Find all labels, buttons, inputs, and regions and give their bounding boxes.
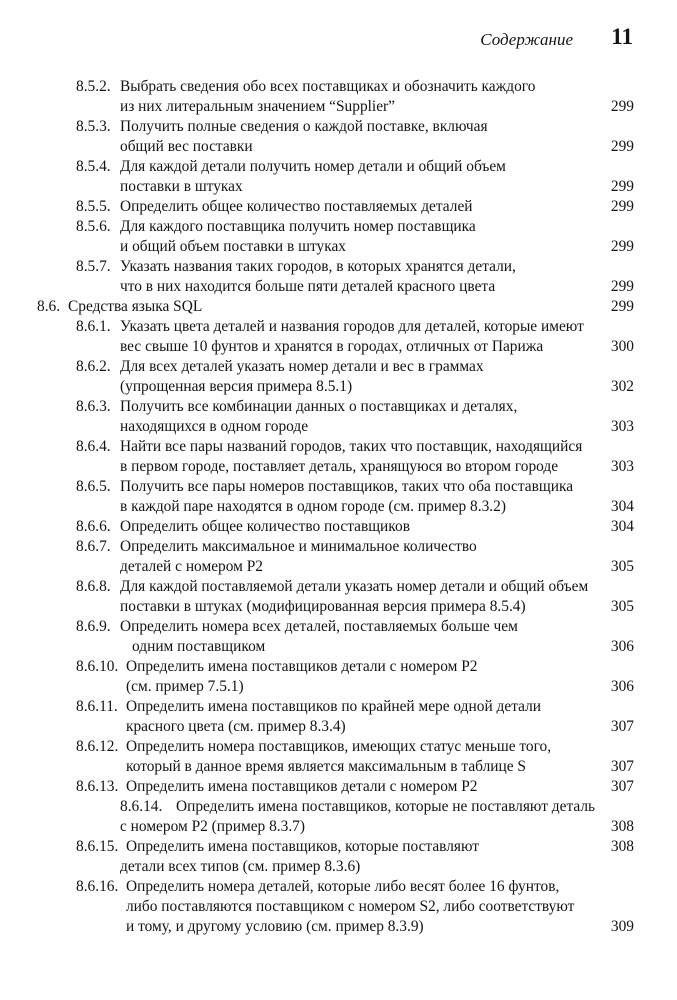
- entry-title: Определить имена поставщиков детали с номером P2: [126, 658, 478, 675]
- entry-title-continued: который в данное время является максимальным в таблице S: [126, 758, 526, 775]
- entry-number: 8.6.15.: [76, 838, 119, 855]
- entry-number: 8.5.7.: [76, 258, 111, 275]
- entry-page: 306: [610, 678, 634, 695]
- entry-number: 8.6.2.: [76, 358, 111, 375]
- entry-title: Получить все комбинации данных о поставщиках и деталях,: [120, 398, 518, 415]
- entry-page: 308: [610, 838, 634, 855]
- toc-entry-8-5-2[interactable]: [0, 77, 677, 117]
- entry-page: 307: [610, 718, 634, 735]
- entry-title: Указать цвета деталей и названия городов для деталей, которые имеют: [120, 318, 584, 335]
- entry-title-continued: (см. пример 7.5.1): [126, 678, 244, 695]
- entry-page: 306: [610, 638, 634, 655]
- entry-page: 304: [610, 498, 634, 515]
- entry-page: 299: [610, 198, 634, 215]
- entry-title: Определить имена поставщиков, которые поставляют: [126, 838, 480, 855]
- entry-number: 8.6.6.: [76, 518, 111, 535]
- toc-entry-8-6-2[interactable]: [0, 357, 677, 397]
- entry-title-continued: вес свыше 10 фунтов и хранятся в городах, отличных от Парижа: [120, 338, 544, 355]
- entry-page: 307: [610, 778, 634, 795]
- entry-number: 8.6.3.: [76, 398, 111, 415]
- entry-title-continued: поставки в штуках: [120, 178, 243, 195]
- entry-number: 8.6.7.: [76, 538, 111, 555]
- table-of-contents: [0, 77, 677, 937]
- entry-page: 299: [610, 98, 634, 115]
- toc-entry-8-6-11[interactable]: [0, 697, 677, 737]
- toc-entry-8-6-5[interactable]: [0, 477, 677, 517]
- toc-entry-8-6-7[interactable]: [0, 537, 677, 577]
- entry-title-continued: и общий объем поставки в штуках: [120, 238, 346, 255]
- entry-page: 305: [610, 558, 634, 575]
- entry-page: 299: [610, 278, 634, 295]
- toc-entry-8-6-8[interactable]: [0, 577, 677, 617]
- entry-title: Указать названия таких городов, в которых хранятся детали,: [120, 258, 516, 275]
- entry-title: Для каждого поставщика получить номер поставщика: [120, 218, 476, 235]
- section-title: Средства языка SQL: [68, 298, 203, 315]
- entry-page: 302: [610, 378, 634, 395]
- toc-entry-8-6-4[interactable]: [0, 437, 677, 477]
- entry-title-continued: общий вес поставки: [120, 138, 253, 155]
- entry-title: Выбрать сведения обо всех поставщиках и обозначить каждого: [120, 78, 536, 95]
- entry-number: 8.5.4.: [76, 158, 111, 175]
- entry-page: 309: [610, 918, 634, 935]
- toc-entry-8-6-9[interactable]: [0, 617, 677, 657]
- entry-number: 8.6.8.: [76, 578, 111, 595]
- entry-title: Получить полные сведения о каждой поставке, включая: [120, 118, 488, 135]
- entry-number: 8.6.13.: [76, 778, 119, 795]
- entry-number: 8.6.10.: [76, 658, 119, 675]
- entry-title-continued: с номером P2 (пример 8.3.7): [120, 818, 305, 835]
- entry-title-continued: либо поставляются поставщиком с номером S2, либо соответствуют: [126, 898, 575, 915]
- page-number: 11: [611, 24, 633, 49]
- toc-entry-8-6-10[interactable]: [0, 657, 677, 697]
- entry-number: 8.6.12.: [76, 738, 119, 755]
- entry-page: 299: [610, 138, 634, 155]
- entry-title-continued: поставки в штуках (модифицированная версия примера 8.5.4): [120, 598, 526, 615]
- entry-title: Определить номера деталей, которые либо весят более 16 фунтов,: [126, 878, 560, 895]
- toc-entry-8-6-14[interactable]: [0, 797, 677, 837]
- entry-title-continued: красного цвета (см. пример 8.3.4): [126, 718, 346, 735]
- toc-entry-8-6-15[interactable]: [0, 837, 677, 877]
- entry-page: 299: [610, 178, 634, 195]
- entry-page: 305: [610, 598, 634, 615]
- toc-entry-8-6-12[interactable]: [0, 737, 677, 777]
- toc-entry-8-5-6[interactable]: [0, 217, 677, 257]
- entry-title: Определить имена поставщиков по крайней мере одной детали: [126, 698, 541, 715]
- entry-number: 8.6.16.: [76, 878, 119, 895]
- entry-title: Определить общее количество поставляемых деталей: [120, 198, 473, 215]
- entry-page: 303: [610, 418, 634, 435]
- entry-number: 8.6.11.: [76, 698, 118, 715]
- entry-title-continued-2: и тому, и другому условию (см. пример 8.3.9): [126, 918, 424, 935]
- entry-page: 303: [610, 458, 634, 475]
- entry-number: 8.5.6.: [76, 218, 111, 235]
- entry-title-continued: детали всех типов (см. пример 8.3.6): [120, 858, 361, 875]
- entry-number: 8.5.3.: [76, 118, 111, 135]
- entry-number: 8.5.5.: [76, 198, 111, 215]
- toc-entry-8-5-7[interactable]: [0, 257, 677, 297]
- entry-title: Определить общее количество поставщиков: [120, 518, 410, 535]
- entry-title-continued: что в них находится больше пяти деталей красного цвета: [120, 278, 496, 295]
- entry-page: 307: [610, 758, 634, 775]
- entry-title: Для каждой детали получить номер детали и общий объем: [120, 158, 506, 175]
- toc-entry-8-6-13[interactable]: [0, 777, 677, 797]
- entry-title: Определить максимальное и минимальное количество: [120, 538, 477, 555]
- entry-title: Определить имена поставщиков, которые не поставляют деталь: [176, 798, 596, 815]
- toc-section-8-6[interactable]: [0, 297, 677, 317]
- entry-number: 8.6.1.: [76, 318, 111, 335]
- entry-title-continued: (упрощенная версия примера 8.5.1): [120, 378, 353, 395]
- toc-entry-8-6-16[interactable]: [0, 877, 677, 937]
- entry-page: 299: [610, 238, 634, 255]
- entry-title-continued: из них литеральным значением “Supplier”: [120, 98, 395, 115]
- running-head-title: Содержание: [480, 30, 573, 49]
- entry-number: 8.6.4.: [76, 438, 111, 455]
- entry-title-continued: одним поставщиком: [132, 638, 266, 655]
- entry-title-continued: находящихся в одном городе: [120, 418, 309, 435]
- toc-entry-8-6-1[interactable]: [0, 317, 677, 357]
- entry-title: Найти все пары названий городов, таких что поставщик, находящийся: [120, 438, 583, 455]
- entry-title-continued: в первом городе, поставляет деталь, хранящуюся во втором городе: [120, 458, 559, 475]
- entry-page: 304: [610, 518, 634, 535]
- toc-entry-8-6-6[interactable]: [0, 517, 677, 537]
- entry-title-continued: деталей с номером P2: [120, 558, 263, 575]
- entry-page: 308: [610, 818, 634, 835]
- entry-title: Для каждой поставляемой детали указать номер детали и общий объем: [120, 578, 589, 595]
- page-header: [0, 24, 677, 54]
- entry-title: Для всех деталей указать номер детали и вес в граммах: [120, 358, 484, 375]
- toc-entry-8-5-3[interactable]: [0, 117, 677, 157]
- entry-number: 8.6.9.: [76, 618, 111, 635]
- entry-title: Определить номера всех деталей, поставляемых больше чем: [120, 618, 518, 635]
- toc-entry-8-5-4[interactable]: [0, 157, 677, 197]
- entry-page: 300: [610, 338, 634, 355]
- entry-title: Получить все пары номеров поставщиков, таких что оба поставщика: [120, 478, 574, 495]
- toc-entry-8-6-3[interactable]: [0, 397, 677, 437]
- toc-entry-8-5-5[interactable]: [0, 197, 677, 217]
- entry-title-continued: в каждой паре находятся в одном городе (см. пример 8.3.2): [120, 498, 506, 515]
- entry-title: Определить имена поставщиков детали с номером P2: [126, 778, 478, 795]
- entry-number: 8.6.5.: [76, 478, 111, 495]
- entry-title: Определить номера поставщиков, имеющих статус меньше того,: [126, 738, 552, 755]
- entry-number: 8.6.14.: [120, 798, 163, 815]
- entry-page: 299: [610, 298, 634, 315]
- section-number: 8.6.: [37, 298, 61, 315]
- entry-number: 8.5.2.: [76, 78, 111, 95]
